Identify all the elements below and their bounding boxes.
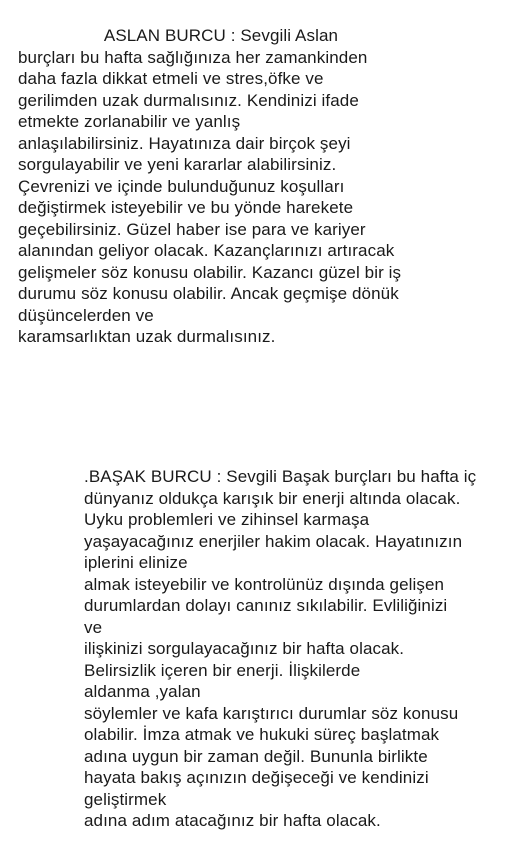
paragraph-line: adına adım atacağınız bir hafta olacak. — [84, 811, 381, 830]
paragraph-line: geçebilirsiniz. Güzel haber ise para ve kariyer — [18, 219, 366, 239]
paragraph-line: geliştirmek — [84, 789, 167, 809]
paragraph-line: gelişmeler söz konusu olabilir. Kazancı güzel bir iş — [18, 262, 402, 282]
paragraph-line: iplerini elinize — [84, 553, 188, 572]
paragraph-line: daha fazla dikkat etmeli ve stres,öfke ve — [18, 69, 324, 88]
paragraph-line: düşüncelerden ve — [18, 305, 154, 325]
paragraph-line: .BAŞAK BURCU : Sevgili Başak burçları bu hafta iç — [84, 467, 477, 486]
paragraph-line: Belirsizlik içeren bir enerji. İlişkilerde — [84, 660, 361, 680]
paragraph-line: değiştirmek isteyebilir ve bu yönde harekete — [18, 198, 354, 217]
paragraph-line: karamsarlıktan uzak durmalısınız. — [18, 327, 276, 346]
paragraph-line: yaşayacağınız enerjiler hakim olacak. Hayatınızın — [84, 531, 463, 551]
paragraph-line: ve — [84, 617, 103, 637]
paragraph-line: olabilir. İmza atmak ve hukuki süreç başlatmak — [84, 725, 440, 744]
paragraph-line: durumlardan dolayı canınız sıkılabilir. Evliliğinizi — [84, 596, 448, 615]
basak-horoscope-paragraph — [84, 466, 476, 832]
paragraph-line: almak isteyebilir ve kontrolünüz dışında gelişen — [84, 574, 445, 594]
paragraph-line: ilişkinizi sorgulayacağınız bir hafta olacak. — [84, 639, 405, 658]
paragraph-line: Uyku problemleri ve zihinsel karmaşa — [84, 510, 370, 529]
paragraph-line: gerilimden uzak durmalısınız. Kendinizi ifade — [18, 90, 359, 110]
paragraph-line: dünyanız oldukça karışık bir enerji altında olacak. — [84, 488, 461, 508]
aslan-horoscope-paragraph — [18, 25, 401, 348]
paragraph-line: aldanma ,yalan — [84, 682, 201, 701]
paragraph-line: Çevrenizi ve içinde bulunduğunuz koşulları — [18, 176, 345, 196]
paragraph-line: söylemler ve kafa karıştırıcı durumlar söz konusu — [84, 703, 459, 723]
paragraph-line: durumu söz konusu olabilir. Ancak geçmişe dönük — [18, 284, 399, 303]
paragraph-line: sorgulayabilir ve yeni kararlar alabilirsiniz. — [18, 155, 337, 174]
paragraph-line: burçları bu hafta sağlığınıza her zamankinden — [18, 47, 368, 67]
paragraph-line: alanından geliyor olacak. Kazançlarınızı artıracak — [18, 241, 395, 260]
paragraph-line: anlaşılabilirsiniz. Hayatınıza dair birçok şeyi — [18, 133, 351, 153]
paragraph-line: ASLAN BURCU : Sevgili Aslan — [18, 26, 339, 45]
paragraph-line: etmekte zorlanabilir ve yanlış — [18, 112, 241, 131]
paragraph-line: adına uygun bir zaman değil. Bununla birlikte — [84, 746, 428, 766]
paragraph-line: hayata bakış açınızın değişeceği ve kendinizi — [84, 768, 429, 787]
